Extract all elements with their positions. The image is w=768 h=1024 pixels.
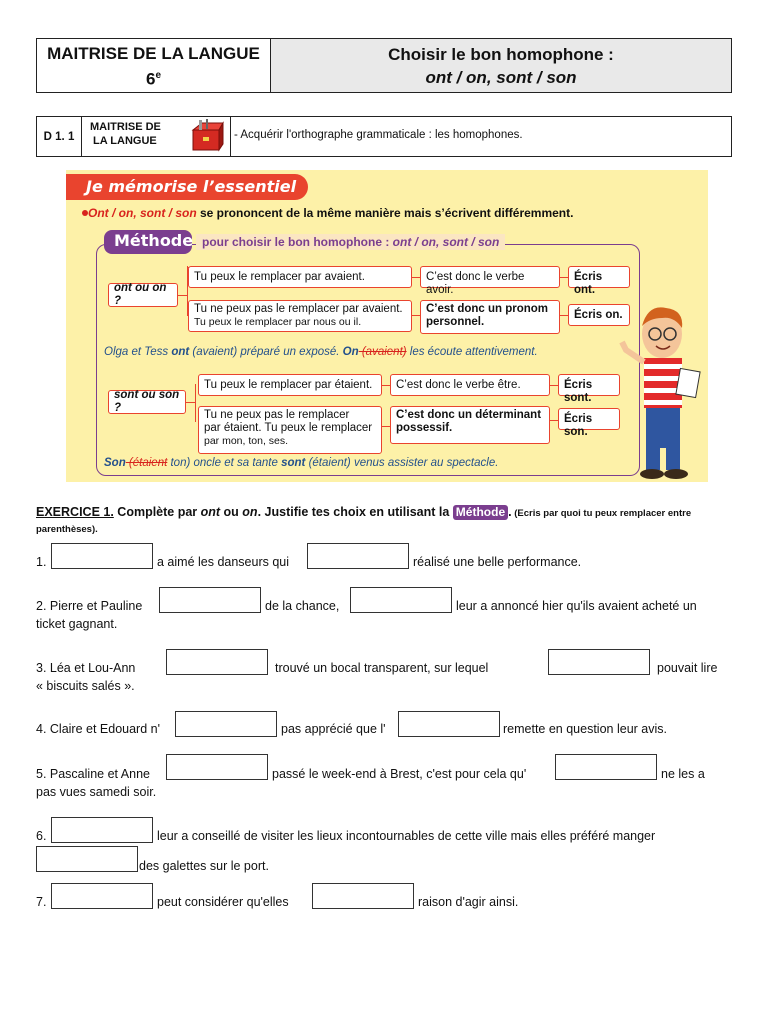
sentence-text: pas apprécié que l' bbox=[281, 722, 386, 736]
sentence-text: 5. Pascaline et Anne bbox=[36, 767, 150, 781]
answer-box-2a[interactable] bbox=[159, 587, 261, 613]
write-sont: Écris sont. bbox=[558, 374, 620, 396]
write-on: Écris on. bbox=[568, 304, 630, 326]
subject-cell bbox=[37, 39, 271, 92]
connector bbox=[412, 315, 420, 316]
sentence-text: a aimé les danseurs qui bbox=[157, 555, 290, 569]
answer-box-6b[interactable] bbox=[36, 846, 138, 872]
connector bbox=[560, 315, 568, 316]
competency-table bbox=[36, 116, 732, 157]
connector bbox=[560, 277, 568, 278]
sentence-text: réalisé une belle performance. bbox=[413, 555, 582, 569]
sentence-number: 7. bbox=[36, 895, 47, 909]
rule-avaient: Tu peux le remplacer par avaient. bbox=[188, 266, 412, 288]
connector bbox=[195, 384, 196, 422]
answer-box-2b[interactable] bbox=[350, 587, 452, 613]
connector bbox=[550, 420, 558, 421]
sentence-number: 6. bbox=[36, 829, 47, 843]
rule-not-etaient: Tu ne peux pas le remplacer par étaient. Tu peux le remplacer par mon, ton, ses. bbox=[198, 406, 382, 454]
answer-box-3b[interactable] bbox=[548, 649, 650, 675]
sentence-text: des galettes sur le port. bbox=[139, 859, 269, 873]
example-ont-on: Olga et Tess ont (avaient) préparé un exposé. On (avaient) les écoute attentivement. bbox=[104, 346, 538, 358]
sentence-text: peut considérer qu'elles bbox=[157, 895, 289, 909]
question-ont-on: ont ou on ? bbox=[108, 283, 178, 307]
connector bbox=[412, 277, 420, 278]
answer-box-3a[interactable] bbox=[166, 649, 268, 675]
lesson-subtitle: ont / on, sont / son bbox=[425, 68, 577, 87]
memo-panel bbox=[66, 170, 708, 482]
answer-box-4b[interactable] bbox=[398, 711, 500, 737]
lesson-title: Choisir le bon homophone : bbox=[388, 45, 614, 64]
sentence-text: trouvé un bocal transparent, sur lequel bbox=[275, 661, 489, 675]
rule-etaient: Tu peux le remplacer par étaient. bbox=[198, 374, 382, 396]
methode-badge: Méthode bbox=[453, 505, 508, 520]
answer-box-5a[interactable] bbox=[166, 754, 268, 780]
result-verbe-etre: C’est donc le verbe être. bbox=[390, 374, 550, 396]
sentence-text: passé le week-end à Brest, c'est pour cela qu' bbox=[272, 767, 527, 781]
methode-subtitle: pour choisir le bon homophone : ont / on, sont / son bbox=[196, 234, 505, 250]
sentence-text: remette en question leur avis. bbox=[503, 722, 667, 736]
example-sont-son: Son (étaient ton) oncle et sa tante sont (étaient) venus assister au spectacle. bbox=[104, 457, 499, 469]
sentence-text: 3. Léa et Lou-Ann bbox=[36, 661, 136, 675]
memo-intro: Ont / on, sont / son se prononcent de la même manière mais s’écrivent différemment. bbox=[88, 206, 574, 220]
answer-box-1a[interactable] bbox=[51, 543, 153, 569]
write-ont: Écris ont. bbox=[568, 266, 630, 288]
answer-box-1b[interactable] bbox=[307, 543, 409, 569]
result-pronom: C’est donc un pronom personnel. bbox=[420, 300, 560, 334]
sentence-text: pouvait lire bbox=[657, 661, 718, 675]
sentence-text: 4. Claire et Edouard n' bbox=[36, 722, 160, 736]
sentence-text: « biscuits salés ». bbox=[36, 679, 135, 693]
sentence-text: raison d'agir ainsi. bbox=[418, 895, 519, 909]
result-verbe-avoir: C’est donc le verbe avoir. bbox=[420, 266, 560, 288]
competency-description: - Acquérir l'orthographe grammaticale : les homophones. bbox=[234, 129, 523, 141]
toolbox-icon bbox=[190, 118, 224, 154]
header-table bbox=[36, 38, 732, 93]
sentence-text: leur a conseillé de visiter les lieux incontournables de cette ville mais elles préféré manger bbox=[157, 829, 656, 843]
sentence-text: leur a annoncé hier qu'ils avaient acheté un bbox=[456, 599, 697, 613]
sentence-text: ne les a bbox=[661, 767, 705, 781]
sentence-text: de la chance, bbox=[265, 599, 340, 613]
answer-box-5b[interactable] bbox=[555, 754, 657, 780]
result-determinant: C’est donc un déterminant possessif. bbox=[390, 406, 550, 444]
answer-box-7a[interactable] bbox=[51, 883, 153, 909]
sentence-text: ticket gagnant. bbox=[36, 617, 118, 631]
rule-not-avaient: Tu ne peux pas le remplacer par avaient. Tu peux le remplacer par nous ou il. bbox=[188, 300, 412, 332]
lesson-title-cell bbox=[271, 39, 731, 92]
boy-character-illustration bbox=[618, 300, 708, 482]
grade-level: 6e bbox=[145, 69, 162, 89]
answer-box-7b[interactable] bbox=[312, 883, 414, 909]
connector bbox=[382, 426, 390, 427]
connector bbox=[382, 385, 390, 386]
subject-title: MAITRISE DE LA LANGUE bbox=[47, 44, 260, 63]
competency-domain: MAITRISE DE LA LANGUE bbox=[82, 117, 231, 156]
exercise-instructions: EXERCICE 1. Complète par ont ou on. Justifie tes choix en utilisant la Méthode . (Ecris par quoi tu peux remplacer entre parenthèses). bbox=[36, 505, 692, 535]
answer-box-6a[interactable] bbox=[51, 817, 153, 843]
sentence-text: pas vues samedi soir. bbox=[36, 785, 157, 799]
memo-title: Je mémorise l’essentiel bbox=[66, 174, 308, 200]
question-sont-son: sont ou son ? bbox=[108, 390, 186, 414]
answer-box-4a[interactable] bbox=[175, 711, 277, 737]
sentence-text: 2. Pierre et Pauline bbox=[36, 599, 143, 613]
write-son: Écris son. bbox=[558, 408, 620, 430]
connector bbox=[550, 385, 558, 386]
sentence-number: 1. bbox=[36, 555, 47, 569]
methode-tab: Méthode bbox=[104, 230, 192, 254]
competency-code: D 1. 1 bbox=[37, 117, 82, 156]
